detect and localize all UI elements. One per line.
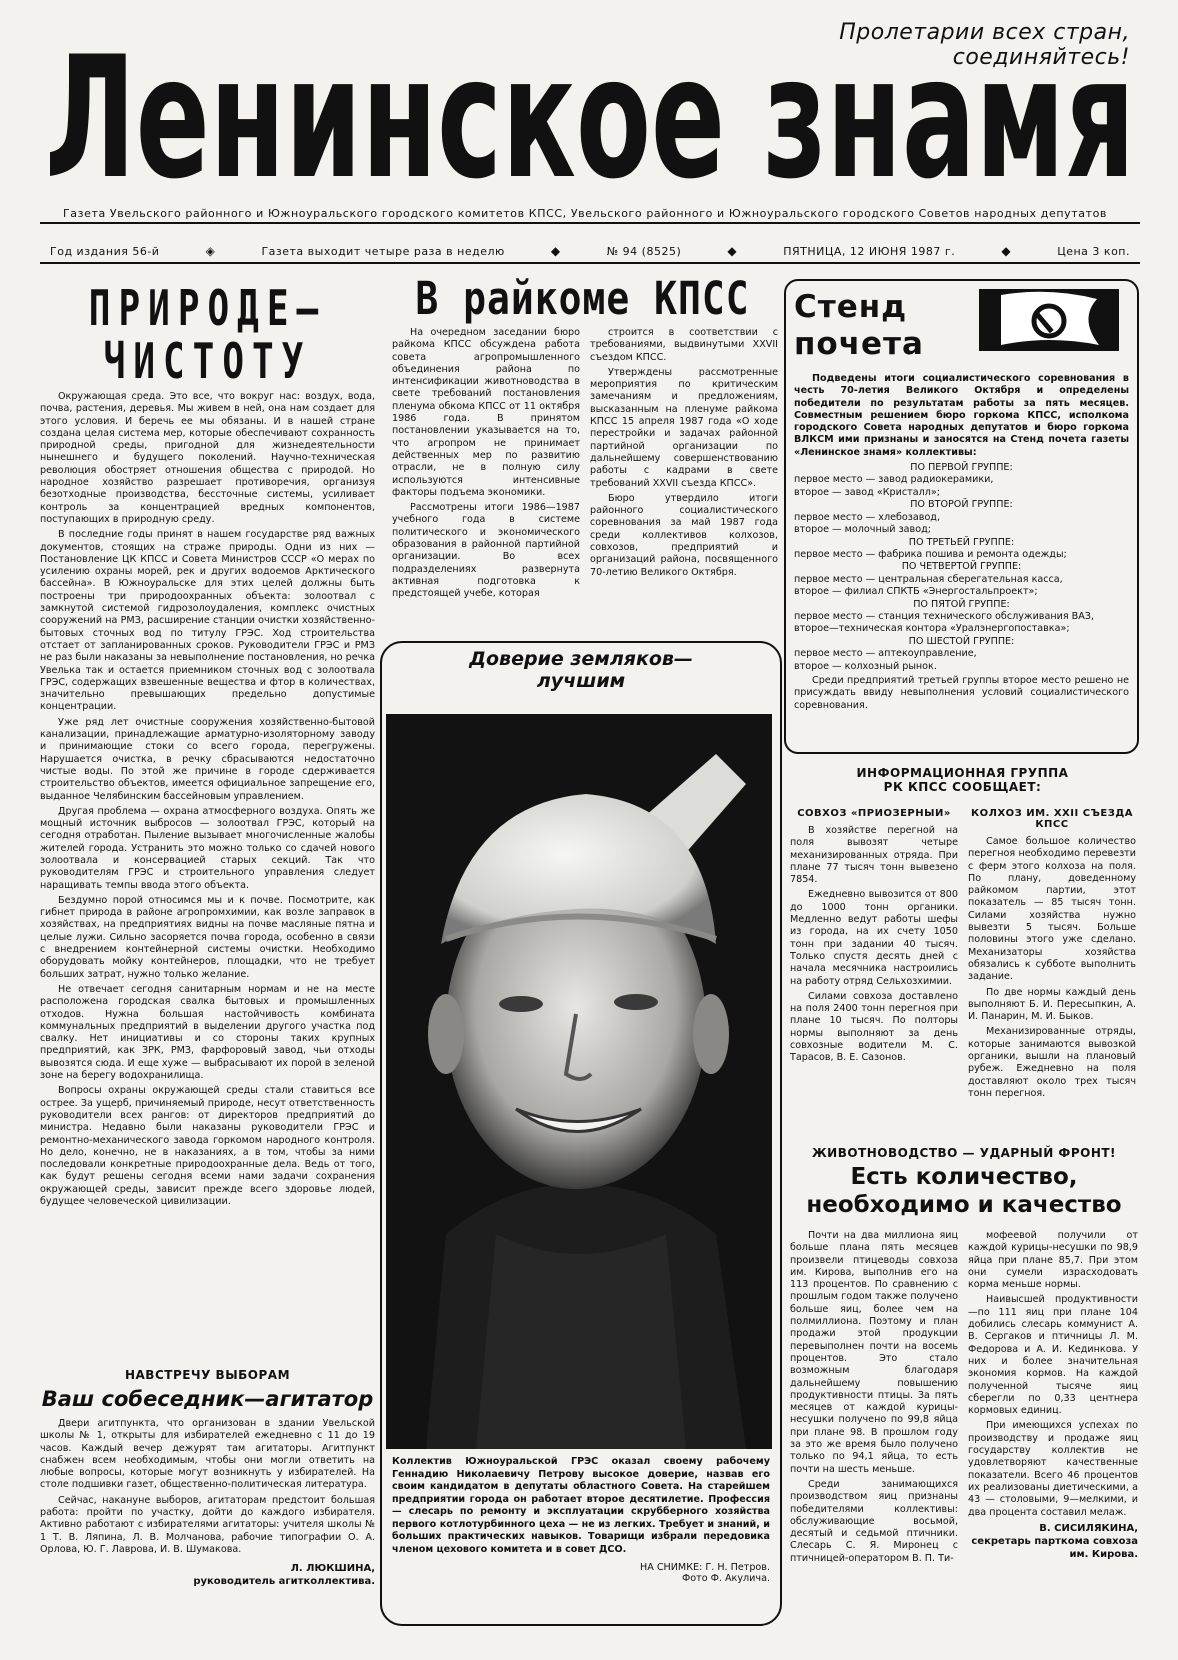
honor-intro bbox=[794, 373, 1129, 462]
honor-list bbox=[794, 462, 1129, 673]
honor-intro-text: Подведены итоги социалистического соревнования в честь 70-летия Великого Октября и определены победители по результатам работы за пять месяцев. Совместным решением бюро горкома КПСС, исполкома городского Совета народных депутатов и бюро горкома ВЛКСМ ими признаны и заносятся на Стенд почета газеты «Ленинское знамя» коллективы: bbox=[794, 373, 1129, 458]
agitator-signature-name: Л. ЛЮКШИНА, bbox=[290, 1563, 375, 1575]
honor-group-heading: ПО ПЯТОЙ ГРУППЕ: bbox=[913, 598, 1010, 610]
agitator-title: Ваш собеседник—агитатор bbox=[41, 1387, 374, 1411]
nature-headline bbox=[40, 282, 375, 391]
livestock-title-line2: необходимо и качество bbox=[806, 1192, 1122, 1218]
price: Цена 3 коп. bbox=[1057, 244, 1130, 258]
livestock-headline bbox=[790, 1146, 1138, 1218]
honor-group-heading: ПО ПЕРВОЙ ГРУППЕ: bbox=[910, 462, 1013, 474]
info-paragraph: Силами совхоза доставлено на поля 2400 тонн перегноя при плане 10 тысяч. По полторы нормы выполняют за день совхозные водители М. С. Тарасов, В. Е. Сазонов. bbox=[790, 990, 958, 1064]
masthead-title-text: Ленинское знамя bbox=[45, 26, 1135, 204]
livestock-signature-role: секретарь парткома совхоза им. Кирова. bbox=[971, 1535, 1138, 1560]
info-title-line1: ИНФОРМАЦИОННАЯ ГРУППА bbox=[856, 766, 1069, 780]
agitator-signature-role: руководитель агитколлектива. bbox=[193, 1576, 375, 1588]
separator-diamond-icon: ◈ bbox=[205, 244, 216, 258]
masthead-slogan: Пролетарии всех стран, соединяйтесь! bbox=[839, 20, 1130, 70]
info-paragraph: Ежедневно вывозится от 800 до 1000 тонн органики. Медленно ведут работы шефы из города, на их счету 1050 тонн при задании 40 тысяч. Только спустя десять дней с начала месячника настроились на работу отряд Сельхозхимии. bbox=[790, 889, 958, 987]
honor-group-heading: ПО ВТОРОЙ ГРУППЕ: bbox=[910, 499, 1013, 511]
honor-list-item: второе — завод «Кристалл»; bbox=[794, 486, 940, 498]
info-title-line2: РК КПСС СООБЩАЕТ: bbox=[883, 780, 1042, 794]
nature-title-line2: ЧИСТОТУ bbox=[103, 335, 312, 391]
info-left-column bbox=[790, 808, 958, 1140]
raikom-title: В райкоме КПСС bbox=[415, 272, 750, 325]
separator-diamond-icon: ◆ bbox=[727, 244, 738, 258]
issue-number: № 94 (8525) bbox=[606, 244, 682, 258]
info-paragraph: Самое большое количество перегноя необходимо перевезти с ферм этого колхоза на поля. По плану, доведенному райкомом партии, этот показатель — 85 тысяч тонн. Силами хозяйства нужно вывезти 5 тысяч. Больше половины этого уже сделано. Механизаторы хозяйства обязались к субботе выполнить задание. bbox=[968, 836, 1136, 983]
info-headline bbox=[790, 766, 1135, 794]
photo-headline bbox=[380, 648, 782, 692]
info-right-column bbox=[968, 808, 1136, 1140]
frequency: Газета выходит четыре раза в неделю bbox=[261, 244, 505, 258]
livestock-title-line1: Есть количество, bbox=[850, 1164, 1078, 1190]
dateline bbox=[50, 243, 1130, 259]
separator-diamond-icon: ◆ bbox=[550, 244, 561, 258]
livestock-paragraph: Почти на два миллиона яиц больше плана пять месяцев произвели птицеводы совхоза им. Кирова, выполнив его на 113 процентов. По сравнению с прошлым годом также получено больше яиц, более чем на полмиллиона. Поэтому и план продажи этой продукции перевыполнен почти на восемь процентов. Это стало возможным благодаря дальнейшему повышению продуктивности птицы. За пять месяцев от каждой курицы-несушки получено по 99,8 яйца при плане 98. В прошлом году за это же время было получено только по 94,1 яйца, то есть почти на шесть меньше. bbox=[790, 1230, 958, 1475]
masthead-issuer: Газета Увельского районного и Южноуральского городского комитетов КПСС, Увельского районного и Южноуральского городского Советов народных депутатов bbox=[62, 207, 1107, 220]
livestock-column-1 bbox=[790, 1230, 958, 1625]
honor-list-item: первое место — завод радиокерамики, bbox=[794, 474, 994, 486]
honor-list-item: второе—техническая контора «Уралэнергопоставка»; bbox=[794, 623, 1070, 635]
livestock-paragraph: Наивысшей продуктивности—по 111 яиц при плане 104 добились слесарь коммунист А. В. Сергаков и птичницы Л. М. Федорова и А. И. Кединкова. У них и более значительная экономия кормов. На каждой полученной тысяче яиц сберегли по 0,33 центнера кормовых единиц. bbox=[968, 1294, 1138, 1417]
top-rule bbox=[40, 222, 1140, 224]
info-paragraph: Механизированные отряды, которые занимаются вывозкой органики, вышли на плановый рубеж. Ежедневно на поля доставляют около трех тысяч тонн перегноя. bbox=[968, 1026, 1136, 1099]
agitator-paragraph: Сейчас, накануне выборов, агитаторам предстоит большая работа: пройти по участку, дойти до каждого избирателя. Активно работают с избирателями агитаторы: учителя школы № 1 Т. В. Ляпина, Л. В. Молчанова, рабочие типографии О. А. Орлова, Ю. Г. Лаврова, И. В. Шумакова. bbox=[40, 1494, 375, 1555]
raikom-column-1 bbox=[392, 327, 580, 637]
honor-board bbox=[784, 279, 1139, 754]
agitator-article bbox=[40, 1368, 375, 1588]
photo-credit-subject: НА СНИМКЕ: Г. Н. Петров. bbox=[640, 1562, 770, 1573]
photo-title-line1: Доверие земляков— bbox=[463, 648, 699, 670]
livestock-paragraph: Среди занимающихся производством яиц признаны победителями коллективы: обслуживающие восьмой, десятый и седьмой птичники. Слесарь С. Я. Миронец с птичницей-оператором В. П. Ти- bbox=[790, 1478, 958, 1564]
nature-article bbox=[40, 391, 375, 1354]
separator-diamond-icon: ◆ bbox=[1001, 244, 1012, 258]
nature-paragraph: Не отвечает сегодня санитарным нормам и не на месте расположена городская свалка бытовых и промышленных отходов. Нужна большая настойчивость комбината коммунальных предприятий в выделении другого участка под свалку. Нет инициативы и со стороны таких крупных предприятий, как ЗРК, РМЗ, фарфоровый завод, чьи отходы вывозятся сюда. И еще хуже — выбрасывают их порой в зеленой зоне на берегу водохранилища. bbox=[40, 983, 375, 1082]
honor-list-item: первое место — аптекоуправление, bbox=[794, 648, 977, 660]
honor-group-heading: ПО ТРЕТЬЕЙ ГРУППЕ: bbox=[908, 536, 1015, 548]
portrait-photo bbox=[386, 714, 772, 1449]
photo-caption-text: Коллектив Южноуральской ГРЭС оказал своему рабочему Геннадию Николаевичу Петрову высокое доверие, назвав его своим кандидатом в депутаты областного Совета. На старейшем предприятии города он работает второе десятилетие. Профессия — слесарь по ремонту и эксплуатации скрубберного хозяйства первого котлотурбинного цеха — не из легких. Требует и знаний, и больших практических навыков. Товарищи избрали передовика членом цехового комитета и в совет ДСО. bbox=[392, 1456, 770, 1555]
honor-list-item: второе — молочный завод; bbox=[794, 524, 931, 536]
honor-list-item: второе — колхозный рынок. bbox=[794, 660, 937, 672]
livestock-signature-name: В. СИСИЛЯКИНА, bbox=[1039, 1522, 1138, 1534]
issue-date: ПЯТНИЦА, 12 ИЮНЯ 1987 г. bbox=[783, 244, 956, 258]
dateline-rule bbox=[40, 262, 1140, 264]
nature-paragraph: Окружающая среда. Это все, что вокруг нас: воздух, вода, почва, растения, деревья. Мы живем в ней, она нам создает для этого условия. И беречь ее мы обязаны. И в нашей стране создана целая система мер, которые обеспечивают сохранность природной среды, пригодной для жизнедеятельности нынешнего и будущего поколений. Научно-техническая революция обостряет отношения общества с природой. Но народное хозяйство разрешает противоречия, организуя безотходные производства, бессточные системы, усиливает контроль за концентрацией вредных компонентов, поступающих в природную среду. bbox=[40, 391, 375, 525]
nature-paragraph: Уже ряд лет очистные сооружения хозяйственно-бытовой канализации, принадлежащие арматурно-изоляторному заводу и принимающие стоки со всего города, перегружены. Нарушается очистка, в речку сбрасываются недостаточно чистые воды. По этой же причине в городе сдерживается строительство объектов, имеется официальное запрещение его, выданное Челябинским бассейновым управлением. bbox=[40, 716, 375, 802]
raikom-paragraph: На очередном заседании бюро райкома КПСС обсуждена работа совета агропромышленного объединения района по интенсификации животноводства в свете требований постановления пленума обкома КПСС от 11 октября 1986 года. В принятом постановлении указывается на то, что агропром не принимает действенных мер по развитию отрасли, не в полную силу используются интенсивные факторы подъема экономики. bbox=[392, 327, 580, 498]
honor-list-item: первое место — центральная сберегательная касса, bbox=[794, 573, 1063, 585]
info-right-head: КОЛХОЗ ИМ. XXII СЪЕЗДА КПСС bbox=[970, 808, 1134, 830]
honor-list-item: первое место — хлебозавод, bbox=[794, 511, 940, 523]
honor-group-heading: ПО ШЕСТОЙ ГРУППЕ: bbox=[908, 635, 1015, 647]
nature-title-line1: ПРИРОДЕ— bbox=[88, 282, 327, 338]
honor-group-heading: ПО ЧЕТВЕРТОЙ ГРУППЕ: bbox=[901, 561, 1022, 573]
photo-title-line2: лучшим bbox=[536, 670, 626, 692]
masthead-title bbox=[40, 26, 1140, 204]
livestock-paragraph: При имеющихся успехах по производству и продаже яиц государству коллектив не удовлетворяют качественные показатели. Всего 46 процентов их реализованы диетическими, а 43 — столовыми, 9—мелкими, и два процента составил мелаж. bbox=[968, 1420, 1138, 1518]
year-of-issue: Год издания 56-й bbox=[50, 244, 160, 258]
nature-paragraph: В последние годы принят в нашем государстве ряд важных документов, стоящих на страже природы. Одни из них — Постановление ЦК КПСС и Совета Министров СССР «О мерах по усилению охраны морей, рек и других водоемов Арктического бассейна». В Южноуральске для этих целей должны быть построены три природоохранных объекта: золоотвал с замкнутой системой гидрозолоудаления, комплекс очистных сооружений на РМЗ, расширение станции очистки хозяйственно-бытовых сточных вод по титулу ГРЭС. Ход строительства отстает от запланированных сроков. Руководители ГРЭС и РМЗ не раз были наказаны за невыполнение постановления, но речка Увелька так и остается приемником сточных вод с золоотвала ГРЭС, содержащих взвешенные вещества и фтор в количествах, значительно превышающих предельно допустимые концентрации. bbox=[40, 529, 375, 713]
nature-paragraph: Бездумно порой относимся мы и к почве. Посмотрите, как гибнет природа в районе агропромхимии, как возле заправок в хозяйствах, на предприятиях видны на почве масляные пятна и целые лужи. Сильно засоряется почва города, особенно в связи с внедрением контейнерной системы очистки. Необходимо оборудовать мойку контейнеров, площадки, что не требует больших затрат, нужно только желание. bbox=[40, 894, 375, 980]
honor-title-line1: Стенд bbox=[794, 289, 908, 325]
honor-list-item: первое место — фабрика пошива и ремонта одежды; bbox=[794, 548, 1067, 560]
agitator-kicker: НАВСТРЕЧУ ВЫБОРАМ bbox=[124, 1368, 291, 1382]
info-paragraph: По две нормы каждый день выполняют Б. И. Пересыпкин, А. И. Панарин, М. И. Быков. bbox=[968, 986, 1136, 1023]
info-paragraph: В хозяйстве перегной на поля вывозят четыре механизированных отряда. При плане 77 тысяч тонн вывезено 7854. bbox=[790, 825, 958, 886]
nature-paragraph: Другая проблема — охрана атмосферного воздуха. Опять же мощный источник выбросов — золоотвал ГРЭС, который на сегодня отработан. Пыление вызывает многочисленные жалобы жителей города. Устранить это можно только со сдачей нового золоотвала и консервацией старых секций. Так что руководителям ГРЭС и строительного управления следует наращивать темпы ввода этого объекта. bbox=[40, 805, 375, 891]
livestock-column-2 bbox=[968, 1230, 1138, 1625]
photo-caption bbox=[392, 1456, 770, 1584]
info-left-head: СОВХОЗ «ПРИОЗЕРНЫЙ» bbox=[797, 808, 951, 819]
livestock-paragraph: мофеевой получили от каждой курицы-несушки по 98,9 яйца при плане 85,7. При этом они сумели израсходовать корма меньше нормы. bbox=[968, 1230, 1138, 1291]
hammer-sickle-flag-icon bbox=[979, 289, 1119, 351]
honor-title-line2: почета bbox=[794, 326, 924, 362]
portrait-illustration bbox=[386, 714, 772, 1449]
livestock-kicker: ЖИВОТНОВОДСТВО — УДАРНЫЙ ФРОНТ! bbox=[811, 1146, 1117, 1160]
honor-note-text: Среди предприятий третьей группы второе место решено не присуждать ввиду невыполнения условий социалистического соревнования. bbox=[794, 674, 1129, 711]
raikom-paragraph: Бюро утвердило итоги районного социалистического соревнования за май 1987 года среди коллективов колхозов, совхозов, предприятий и организаций района, посвященного 70-летию Великого Октября. bbox=[590, 492, 778, 578]
raikom-column-2 bbox=[590, 327, 778, 637]
honor-note bbox=[794, 675, 1129, 715]
nature-paragraph: Вопросы охраны окружающей среды стали ставиться все острее. За ущерб, причиняемый природе, несут ответственность руководители всех рангов: от директоров предприятий до министра. Недавно были наказаны руководители ГРЭС и ремонтно-механического завода горкомом народного контроля. Но дело, конечно, не в наказаниях, а в том, чтобы за ними последовали конкретные природоохранные дела. Ведь от того, как будут решены сегодня всеми нами задачи сохранения окружающей среды, зависит прежде всего здоровье людей, будущее человеческой цивилизации. bbox=[40, 1085, 375, 1207]
photo-credit-author: Фото Ф. Акулича. bbox=[682, 1573, 770, 1584]
agitator-paragraph: Двери агитпункта, что организован в здании Увельской школы № 1, открыты для избирателей ежедневно с 11 до 19 часов. Каждый вечер дежурят там агитаторы. Агитпункт снабжен всем необходимым, чтобы они могли ответить на любые вопросы, которые могут возникнуть у избирателей. На столе подшивки газет, общественно-политическая литература. bbox=[40, 1418, 375, 1491]
raikom-paragraph: Утверждены рассмотренные мероприятия по критическим замечаниям и предложениям, высказанным на пленуме райкома КПСС 15 апреля 1987 года «О ходе перестройки и задачах районной партийной организации по дальнейшему совершенствованию работы с кадрами в свете требований XXVII съезда КПСС». bbox=[590, 366, 778, 489]
honor-list-item: второе — филиал СПКТБ «Энергостальпроект»; bbox=[794, 586, 1038, 598]
raikom-paragraph: строится в соответствии с требованиями, выдвинутыми XXVII съездом КПСС. bbox=[590, 327, 778, 363]
raikom-paragraph: Рассмотрены итоги 1986—1987 учебного года в системе политического и экономического образования в районной партийной организации. Во всех подразделениях развернута активная подготовка к предстоящей учебе, которая bbox=[392, 502, 580, 600]
honor-list-item: первое место — станция технического обслуживания ВАЗ, bbox=[794, 610, 1095, 622]
